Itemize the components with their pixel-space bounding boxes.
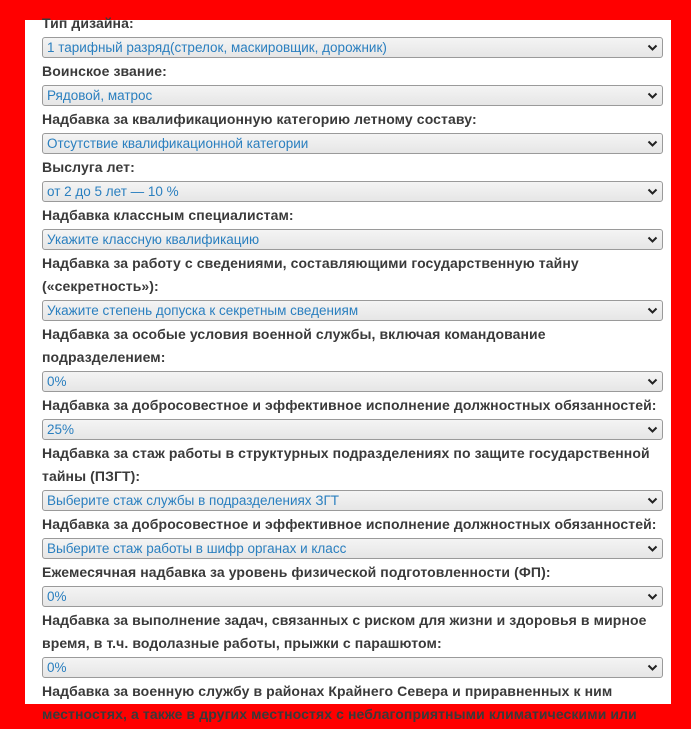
field-label-cipher: Надбавка за добросовестное и эффективное исполнение должностных обязанностей: bbox=[42, 516, 657, 532]
chevron-down-icon bbox=[647, 495, 658, 506]
diligence-select[interactable] bbox=[42, 419, 663, 440]
select-value: Укажите классную квалификацию bbox=[47, 232, 260, 247]
field-label-service-length: Выслуга лет: bbox=[42, 159, 135, 175]
select-value: 0% bbox=[47, 374, 67, 389]
salary-form bbox=[25, 12, 671, 726]
select-value: 0% bbox=[47, 660, 67, 675]
select-value: от 2 до 5 лет — 10 % bbox=[47, 184, 179, 199]
rank-select[interactable] bbox=[42, 85, 663, 106]
special-conditions-select[interactable] bbox=[42, 371, 663, 392]
risk-select[interactable] bbox=[42, 657, 663, 678]
secrecy-select[interactable] bbox=[42, 300, 663, 321]
select-value: Укажите степень допуска к секретным сведениям bbox=[47, 303, 359, 318]
field-label-diligence: Надбавка за добросовестное и эффективное исполнение должностных обязанностей: bbox=[42, 397, 657, 413]
design-type-select[interactable] bbox=[42, 37, 663, 58]
chevron-down-icon bbox=[647, 138, 658, 149]
fitness-select[interactable] bbox=[42, 586, 663, 607]
pzgt-select[interactable] bbox=[42, 490, 663, 511]
class-specialist-select[interactable] bbox=[42, 229, 663, 250]
chevron-down-icon bbox=[647, 591, 658, 602]
field-label-far-north: Надбавка за военную службу в районах Крайнего Севера и приравненных к ним местностях, а также в других местностях с неблагоприятными климатическими или bbox=[42, 683, 637, 722]
chevron-down-icon bbox=[647, 234, 658, 245]
select-value: Рядовой, матрос bbox=[47, 88, 153, 103]
field-label-rank: Воинское звание: bbox=[42, 63, 167, 79]
chevron-down-icon bbox=[647, 42, 658, 53]
chevron-down-icon bbox=[647, 424, 658, 435]
select-value: Выберите стаж службы в подразделениях ЗГТ bbox=[47, 493, 340, 508]
field-label-pzgt: Надбавка за стаж работы в структурных подразделениях по защите государственной тайны (ПЗГТ): bbox=[42, 445, 650, 484]
field-label-risk: Надбавка за выполнение задач, связанных с риском для жизни и здоровья в мирное время, в т.ч. водолазные работы, прыжки с парашютом: bbox=[42, 612, 647, 651]
field-label-design-type: Тип дизайна: bbox=[42, 15, 134, 31]
select-value: 1 тарифный разряд(стрелок, маскировщик, дорожник) bbox=[47, 40, 387, 55]
select-value: Выберите стаж работы в шифр органах и класс bbox=[47, 541, 347, 556]
field-label-secrecy: Надбавка за работу с сведениями, составляющими государственную тайну («секретность»): bbox=[42, 255, 579, 294]
service-length-select[interactable] bbox=[42, 181, 663, 202]
chevron-down-icon bbox=[647, 186, 658, 197]
field-label-fitness: Ежемесячная надбавка за уровень физической подготовленности (ФП): bbox=[42, 564, 551, 580]
field-label-special-conditions: Надбавка за особые условия военной службы, включая командование подразделением: bbox=[42, 326, 546, 365]
select-value: 0% bbox=[47, 589, 67, 604]
chevron-down-icon bbox=[647, 543, 658, 554]
cipher-select[interactable] bbox=[42, 538, 663, 559]
chevron-down-icon bbox=[647, 305, 658, 316]
chevron-down-icon bbox=[647, 90, 658, 101]
chevron-down-icon bbox=[647, 376, 658, 387]
field-label-class-specialist: Надбавка классным специалистам: bbox=[42, 207, 294, 223]
select-value: 25% bbox=[47, 422, 75, 437]
flight-category-select[interactable] bbox=[42, 133, 663, 154]
chevron-down-icon bbox=[647, 662, 658, 673]
field-label-flight-category: Надбавка за квалификационную категорию летному составу: bbox=[42, 111, 477, 127]
form-panel bbox=[25, 15, 671, 722]
select-value: Отсутствие квалификационной категории bbox=[47, 136, 309, 151]
